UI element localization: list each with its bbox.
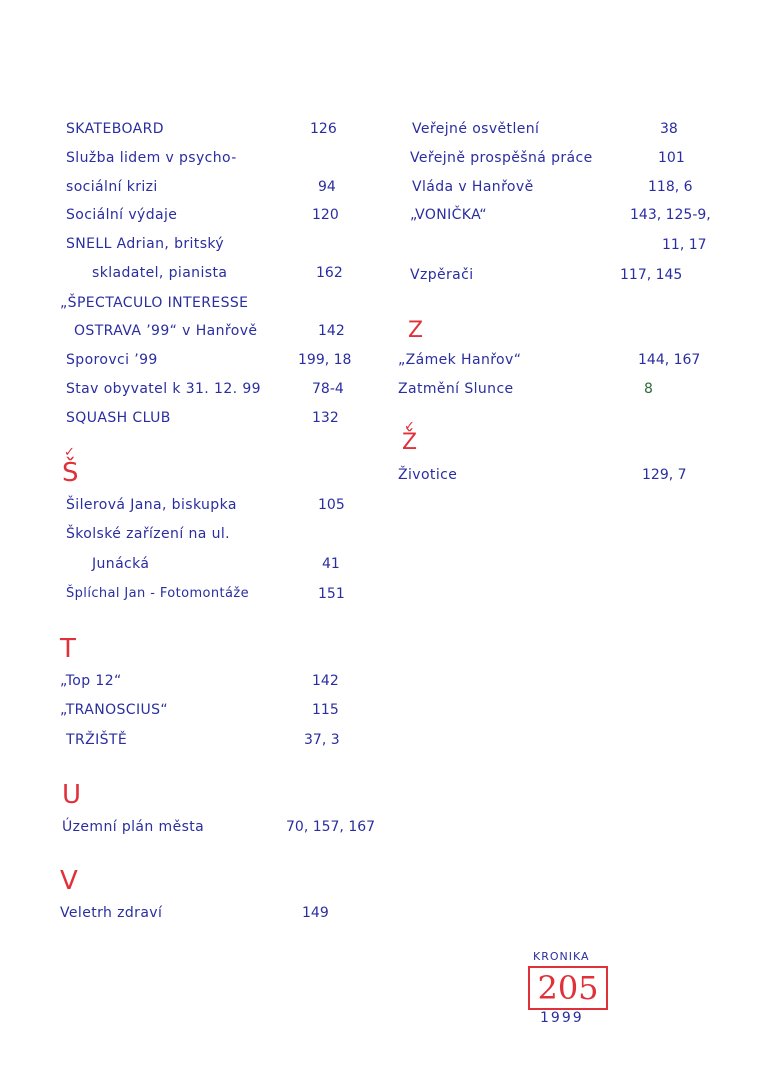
index-entry-pages: 199, 18 <box>298 352 352 368</box>
index-entry-label: sociální krizi <box>66 179 158 195</box>
stamp-label: KRONIKA <box>533 950 590 963</box>
index-entry-label: Sporovci ’99 <box>66 352 158 368</box>
index-entry-pages: 144, 167 <box>638 352 701 368</box>
index-entry-pages: 129, 7 <box>642 467 687 483</box>
index-entry-label: OSTRAVA ’99“ v Hanřově <box>74 323 258 339</box>
index-entry-label: „TRANOSCIUS“ <box>60 702 169 718</box>
index-entry-label: Stav obyvatel k 31. 12. 99 <box>66 381 261 397</box>
index-entry-pages: 94 <box>318 179 336 195</box>
index-entry-label: Veletrh zdraví <box>60 905 163 921</box>
index-entry-label: Životice <box>398 467 458 483</box>
checkmark: ✓ <box>404 419 415 434</box>
index-entry-label: SNELL Adrian, britský <box>66 236 225 252</box>
section-letter-t: T <box>60 634 76 664</box>
index-entry-pages: 105 <box>318 497 345 513</box>
index-entry-label: Vzpěrači <box>410 267 474 283</box>
index-entry-label: TRŽIŠTĚ <box>66 732 128 748</box>
index-entry-pages: 126 <box>310 121 337 137</box>
index-entry-label: Služba lidem v psycho- <box>66 150 237 166</box>
index-entry-label: Sociální výdaje <box>66 207 178 223</box>
index-entry-label: skladatel, pianista <box>92 265 228 281</box>
index-entry-pages: 120 <box>312 207 339 223</box>
index-entry-pages: 38 <box>660 121 678 137</box>
index-entry-pages: 149 <box>302 905 329 921</box>
index-entry-label: Šilerová Jana, biskupka <box>66 497 237 513</box>
index-entry-label: „Zámek Hanřov“ <box>398 352 522 368</box>
checkmark: ✓ <box>64 445 75 460</box>
index-entry-label: Vláda v Hanřově <box>412 179 534 195</box>
index-entry-label: SQUASH CLUB <box>66 410 171 426</box>
index-entry-label: Školské zařízení na ul. <box>66 526 230 542</box>
section-letter-zh: Ž <box>402 430 418 455</box>
section-letter-u: U <box>62 780 82 810</box>
index-entry-pages: 151 <box>318 586 345 602</box>
index-entry-label: Zatmění Slunce <box>398 381 514 397</box>
index-entry-pages: 70, 157, 167 <box>286 819 376 835</box>
index-entry-pages: 142 <box>318 323 345 339</box>
index-entry-label: Veřejně prospěšná práce <box>410 150 593 166</box>
index-entry-pages: 117, 145 <box>620 267 683 283</box>
index-entry-label: SKATEBOARD <box>66 121 164 137</box>
page-number: 205 <box>537 969 599 1007</box>
index-entry-pages: 142 <box>312 673 339 689</box>
index-entry-label: „ŠPECTACULO INTERESSE <box>60 295 249 311</box>
index-entry-pages: 115 <box>312 702 339 718</box>
section-letter-sh: Š <box>62 458 79 488</box>
index-entry-label: „Top 12“ <box>60 673 122 689</box>
section-letter-z: Z <box>408 318 424 343</box>
index-entry-pages: 143, 125-9, <box>630 207 711 223</box>
index-entry-label: Šplíchal Jan - Fotomontáže <box>66 586 249 601</box>
index-entry-label: Veřejné osvětlení <box>412 121 540 137</box>
index-entry-label: Územní plán města <box>62 819 205 835</box>
index-entry-pages: 41 <box>322 556 340 572</box>
index-entry-pages: 37, 3 <box>304 732 340 748</box>
stamp-year: 1999 <box>540 1010 584 1026</box>
index-entry-label: „VONIČKA“ <box>410 207 487 223</box>
index-entry-pages: 78-4 <box>312 381 344 397</box>
index-entry-pages: 118, 6 <box>648 179 693 195</box>
index-entry-label: Junácká <box>92 556 150 572</box>
index-entry-pages: 132 <box>312 410 339 426</box>
index-entry-pages: 11, 17 <box>662 237 707 253</box>
index-entry-pages: 8 <box>644 381 653 397</box>
index-entry-pages: 162 <box>316 265 343 281</box>
index-entry-pages: 101 <box>658 150 685 166</box>
section-letter-v: V <box>60 866 78 896</box>
